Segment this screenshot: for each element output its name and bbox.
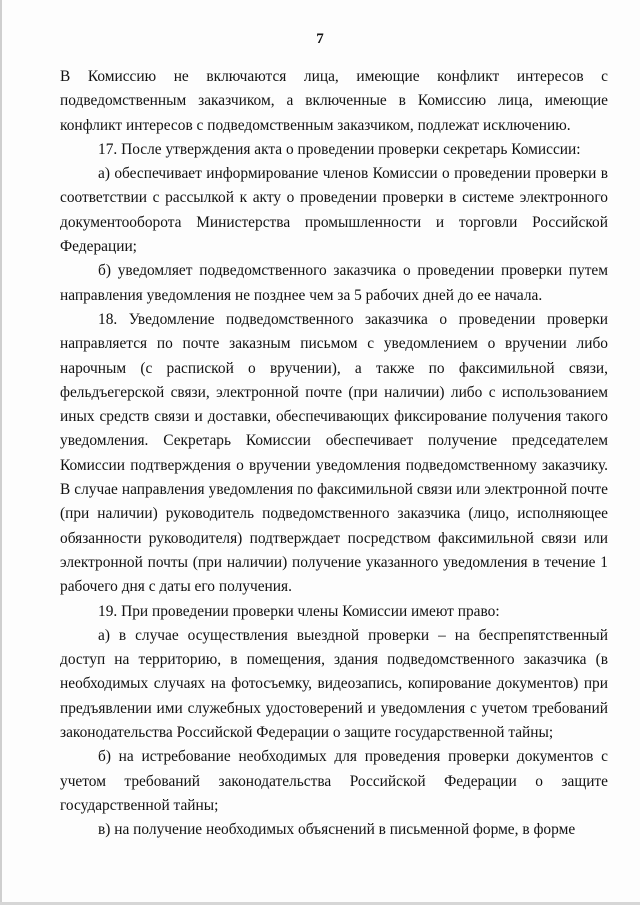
scan-edge-left xyxy=(0,0,2,905)
paragraph-19a: а) в случае осуществления выездной проверки – на беспрепятственный доступ на территорию, в помещения, здания подведомственного заказчика (в необходимых случаях на фотосъемку, видеозапись, копирование документов) при предъявлении ими служебных удостоверений и уведомления с учетом требований законодательства Российской Федерации о защите государственной тайны; xyxy=(60,626,608,742)
paragraph-19b: б) на истребование необходимых для проведения проверки документов с учетом требований законодательства Российской Федерации о защите государственной тайны; xyxy=(60,748,608,814)
paragraph-conflict-of-interest: В Комиссию не включаются лица, имеющие конфликт интересов с подведомственным заказчиком, а включенные в Комиссию лица, имеющие конфликт интересов с подведомственным заказчиком, подлежат исключению. xyxy=(60,68,608,134)
paragraph-17a: а) обеспечивает информирование членов Комиссии о проведении проверки в соответствии с рассылкой к акту о проведении проверки в системе электронного документооборота Министерства промышленности и торговли Российской Федерации; xyxy=(60,165,608,256)
paragraph-17-heading: 17. После утверждения акта о проведении проверки секретарь Комиссии: xyxy=(98,140,581,158)
paragraph-19-heading: 19. При проведении проверки члены Комиссии имеют право: xyxy=(98,602,500,620)
page-number: 7 xyxy=(316,31,324,47)
document-body xyxy=(60,65,608,843)
paragraph-18: 18. Уведомление подведомственного заказчика о проведении проверки направляется по почте заказным письмом с уведомлением о вручении либо нарочным (с распиской о вручении), а также по факсимильной связи, фельдъегерской связи, электронной почте (при наличии) либо с использованием иных средств связи и доставки, обеспечивающих фиксирование получения такого уведомления. Секретарь Комиссии обеспечивает получение председателем Комиссии подтверждения о вручении уведомления подведомственному заказчику. В случае направления уведомления по факсимильной связи или электронной почте (при наличии) руководитель подведомственного заказчика (лицо, исполняющее обязанности руководителя) подтверждает посредством факсимильной связи или электронной почты (при наличии) получение указанного уведомления в течение 1 рабочего дня с даты его получения. xyxy=(60,310,608,596)
paragraph-19c: в) на получение необходимых объяснений в письменной форме, в форме xyxy=(98,821,576,839)
paragraph-17b: б) уведомляет подведомственного заказчика о проведении проверки путем направления уведомления не позднее чем за 5 рабочих дней до ее начала. xyxy=(60,262,608,304)
